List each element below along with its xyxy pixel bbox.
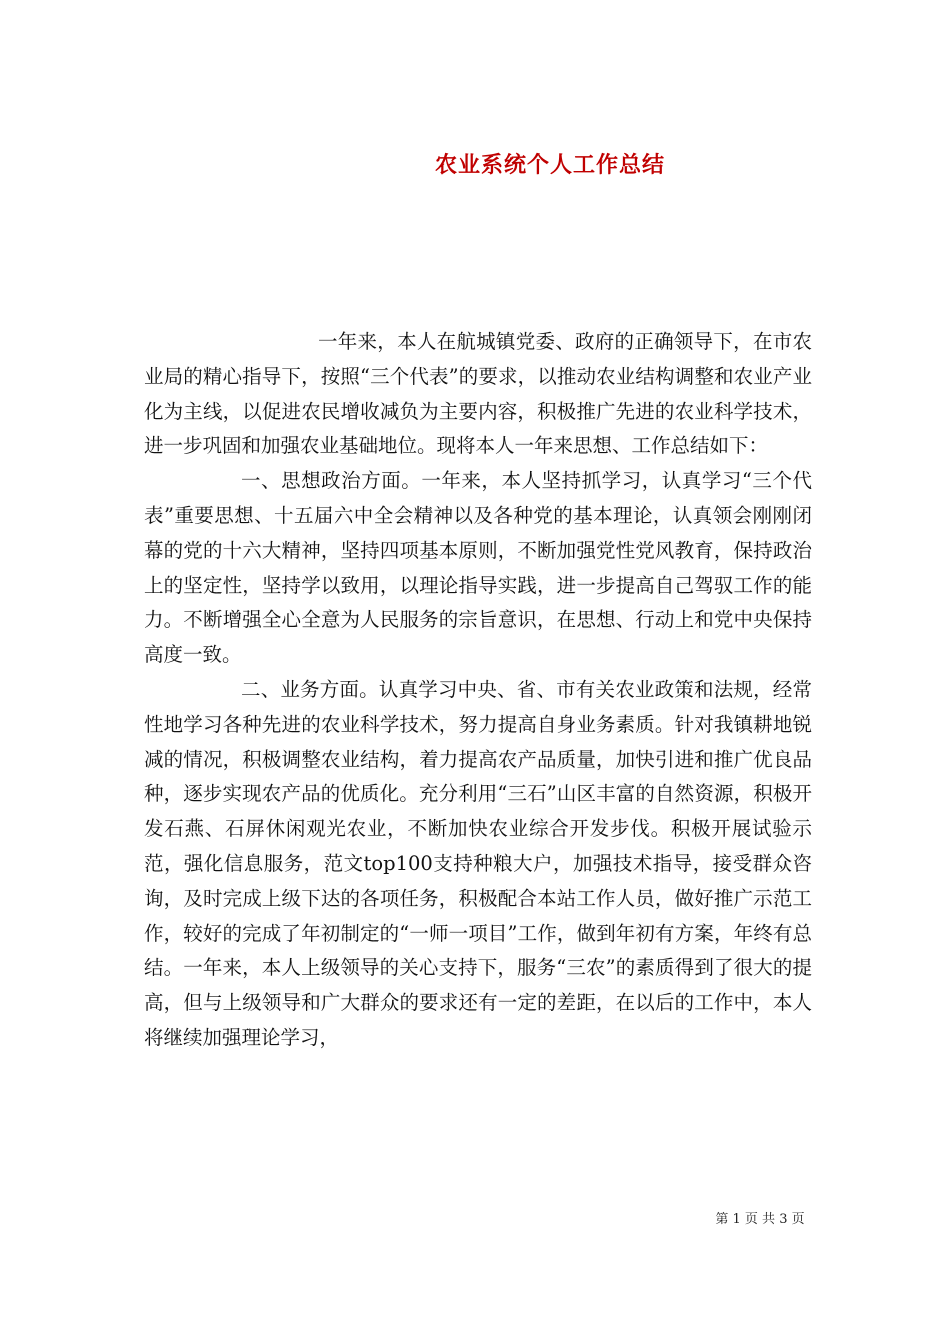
paragraph-intro: 一年来，本人在航城镇党委、政府的正确领导下，在市农业局的精心指导下，按照“三个代表”的要求，以推动农业结构调整和农业产业化为主线，以促进农民增收减负为主要内容，积极推广先进的农业科学技术，进一步巩固和加强农业基础地位。现将本人一年来思想、工作总结如下： — [144, 330, 812, 458]
page-number-footer: 第 1 页 共 3 页 — [715, 1212, 805, 1227]
paragraph-political: 一、思想政治方面。一年来，本人坚持抓学习，认真学习“三个代表”重要思想、十五届六中全会精神以及各种党的基本理论，认真领会刚刚闭幕的党的十六大精神，坚持四项基本原则，不断加强党性党风教育，保持政治上的坚定性，坚持学以致用，以理论指导实践，进一步提高自己驾驭工作的能力。不断增强全心全意为人民服务的宗旨意识，在思想、行动上和党中央保持高度一致。 — [144, 469, 812, 667]
document-body — [144, 325, 812, 1056]
document-title: 农业系统个人工作总结 — [434, 151, 665, 178]
paragraph-business: 二、业务方面。认真学习中央、省、市有关农业政策和法规，经常性地学习各种先进的农业科学技术，努力提高自身业务素质。针对我镇耕地锐减的情况，积极调整农业结构，着力提高农产品质量，加快引进和推广优良品种，逐步实现农产品的优质化。充分利用“三石”山区丰富的自然资源，积极开发石燕、石屏休闲观光农业，不断加快农业综合开发步伐。积极开展试验示范，强化信息服务，范文top100支持种粮大户，加强技术指导，接受群众咨询，及时完成上级下达的各项任务，积极配合本站工作人员，做好推广示范工作，较好的完成了年初制定的“一师一项目”工作，做到年初有方案，年终有总结。一年来，本人上级领导的关心支持下，服务“三农”的素质得到了很大的提高，但与上级领导和广大群众的要求还有一定的差距，在以后的工作中，本人将继续加强理论学习， — [144, 677, 812, 1049]
